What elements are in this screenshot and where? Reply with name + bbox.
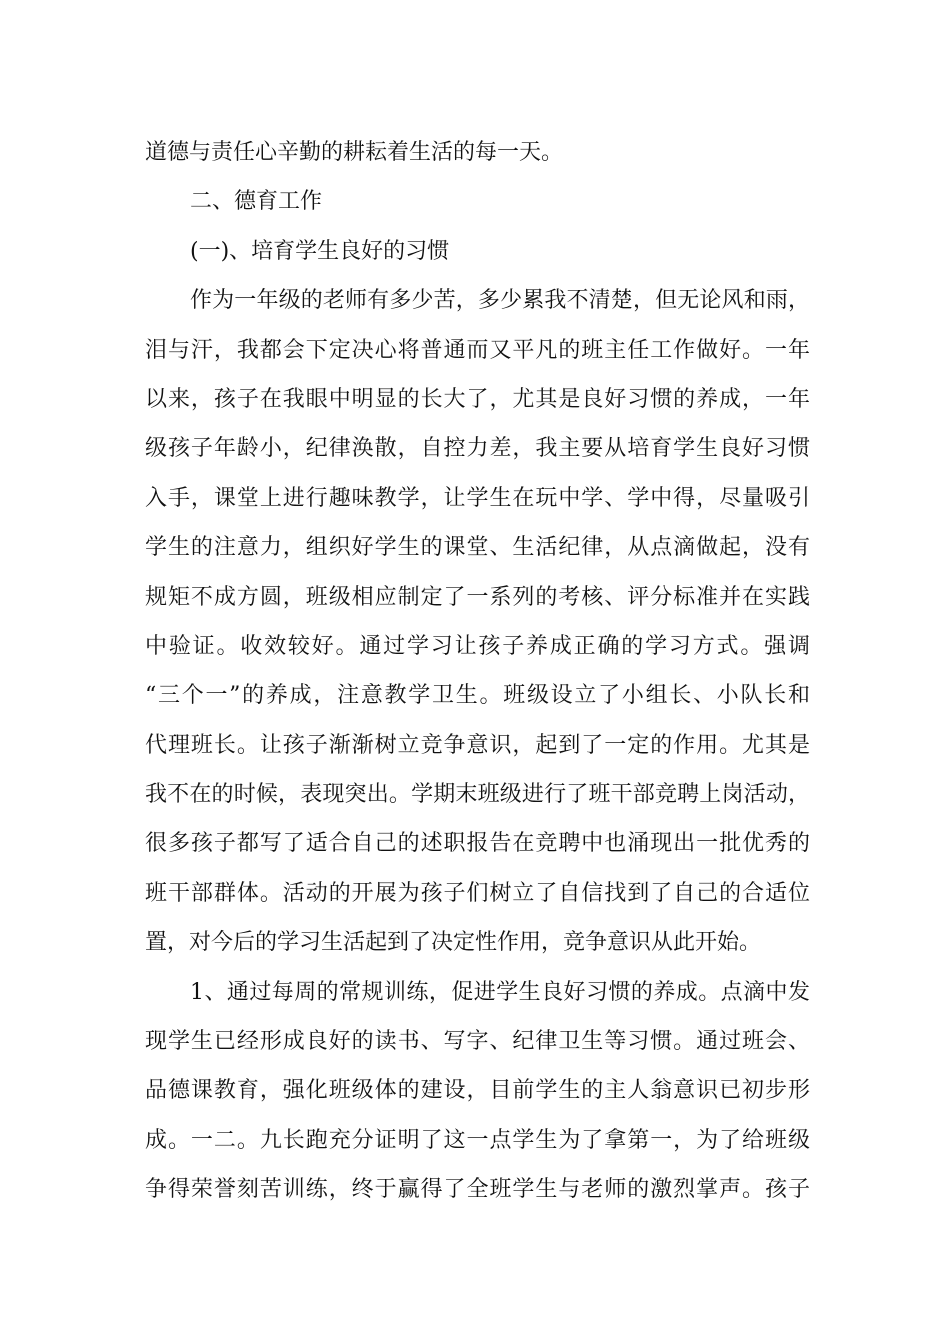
- document-body: [145, 128, 810, 1215]
- text-line: 班干部群体。活动的开展为孩子们树立了自信找到了自己的合适位: [145, 880, 810, 906]
- text-line: 置，对今后的学习生活起到了决定性作用，竞争意识从此开始。: [145, 930, 762, 956]
- text-line: 中验证。收效较好。通过学习让孩子养成正确的学习方式。强调: [145, 633, 810, 659]
- text-line: 品德课教育，强化班级体的建设，目前学生的主人翁意识已初步形: [145, 1078, 810, 1104]
- text-line: 成。一二。九长跑充分证明了这一点学生为了拿第一，为了给班级: [145, 1127, 810, 1153]
- text-line: 规矩不成方圆，班级相应制定了一系列的考核、评分标准并在实践: [145, 584, 810, 610]
- text-line: 争得荣誉刻苦训练，终于赢得了全班学生与老师的激烈掌声。孩子: [145, 1177, 810, 1203]
- section-heading: 二、德育工作: [190, 189, 323, 215]
- text-line: 1、通过每周的常规训练，促进学生良好习惯的养成。点滴中发: [190, 979, 810, 1005]
- text-line: 现学生已经形成良好的读书、写字、纪律卫生等习惯。通过班会、: [145, 1029, 810, 1055]
- text-line: 学生的注意力，组织好学生的课堂、生活纪律，从点滴做起，没有: [145, 535, 810, 561]
- text-line: 我不在的时候，表现突出。学期末班级进行了班干部竞聘上岗活动，: [145, 782, 810, 808]
- text-line: 入手，课堂上进行趣味教学，让学生在玩中学、学中得，尽量吸引: [145, 485, 810, 511]
- text-line: 作为一年级的老师有多少苦，多少累我不清楚，但无论风和雨，: [190, 288, 810, 314]
- text-line: 泪与汗，我都会下定决心将普通而又平凡的班主任工作做好。一年: [145, 337, 810, 363]
- subsection-heading: (一)、培育学生良好的习惯: [190, 238, 450, 264]
- text-line: “三个一”的养成，注意教学卫生。班级设立了小组长、小队长和: [145, 683, 810, 709]
- text-line: 级孩子年龄小，纪律涣散，自控力差，我主要从培育学生良好习惯: [145, 436, 810, 462]
- text-line: 以来，孩子在我眼中明显的长大了，尤其是良好习惯的养成，一年: [145, 386, 810, 412]
- text-line: 道德与责任心辛勤的耕耘着生活的每一天。: [145, 140, 564, 165]
- text-line: 很多孩子都写了适合自己的述职报告在竞聘中也涌现出一批优秀的: [145, 831, 810, 857]
- text-line: 代理班长。让孩子渐渐树立竞争意识，起到了一定的作用。尤其是: [145, 732, 810, 758]
